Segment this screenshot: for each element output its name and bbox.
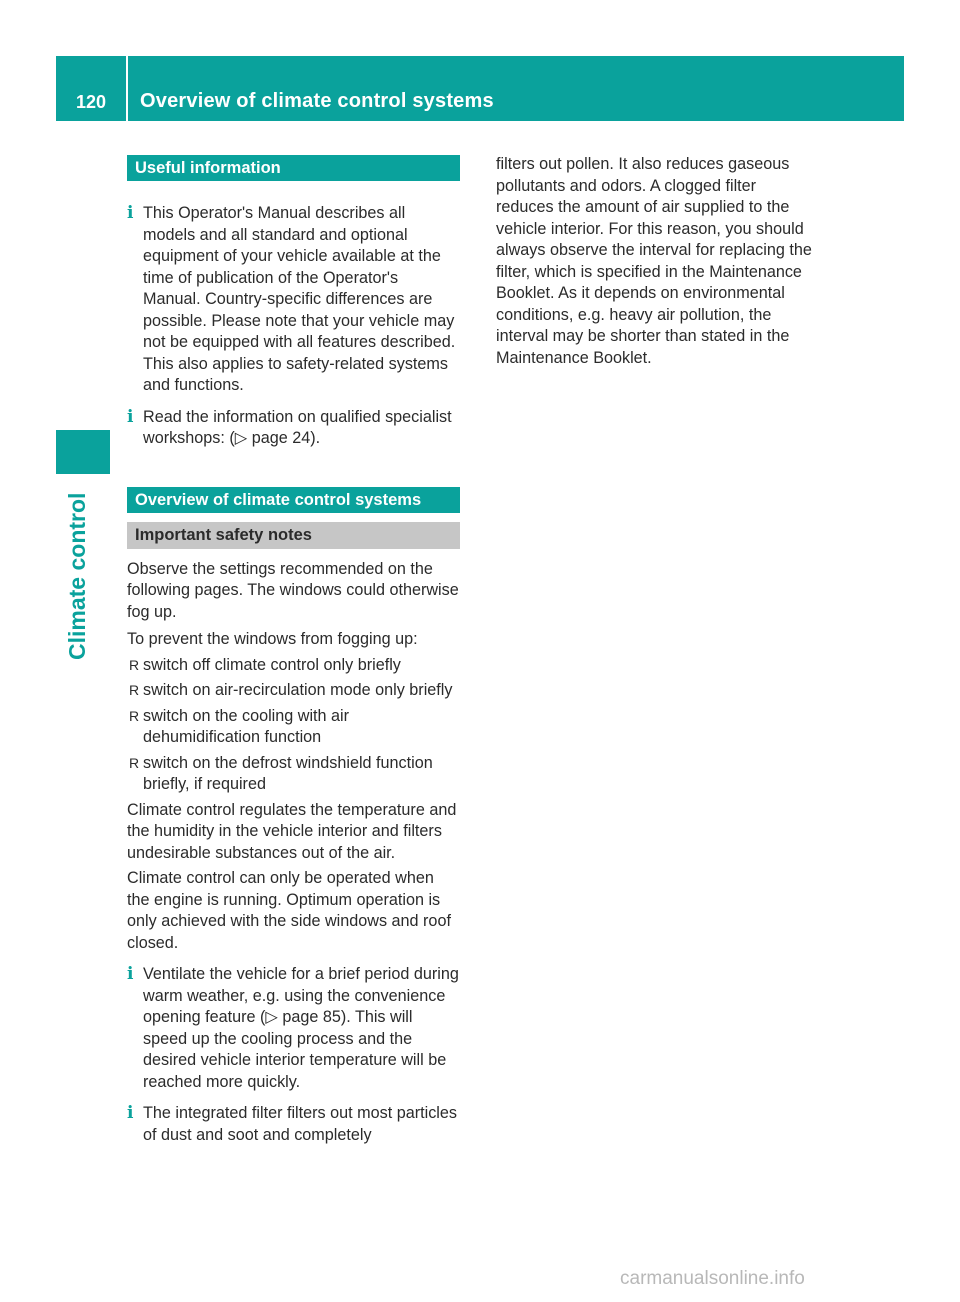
- useful-information-heading: Useful information: [127, 155, 460, 181]
- bullet-marker: R: [129, 754, 140, 771]
- info-icon: i: [127, 964, 134, 984]
- bullet-marker: R: [129, 656, 140, 673]
- list-item: [127, 680, 460, 702]
- bullet-marker: R: [129, 707, 140, 724]
- overview-heading: Overview of climate control systems: [127, 487, 460, 513]
- paragraph-filter-continued: filters out pollen. It also reduces gaseous pollutants and odors. A clogged filter reduces the amount of air supplied to the vehicle interior. For this reason, you should always observe the interval for replacing the filter, which is specified in the Maintenance Booklet. As it depends on environmental conditions, e.g. heavy air pollution, the interval may be shorter than stated in the Maintenance Booklet.: [496, 155, 812, 367]
- paragraph-prevent-fog: To prevent the windows from fogging up:: [127, 630, 418, 648]
- section-tab-marker: [56, 430, 110, 474]
- paragraph-settings: Observe the settings recommended on the following pages. The windows could otherwise fog up.: [127, 559, 459, 621]
- info-icon: i: [127, 406, 134, 427]
- page-title: Overview of climate control systems: [140, 90, 494, 112]
- info-note-text: Read the information on qualified specialist workshops: (▷ page 24).: [143, 407, 452, 447]
- info-note-text: Ventilate the vehicle for a brief period during warm weather, e.g. using the convenience opening feature (▷ page 85). This will speed up the cooling process and the desired vehicle interior temperature will be reached more quickly.: [143, 965, 459, 1091]
- left-column: [127, 155, 460, 1146]
- header-separator: [126, 56, 128, 121]
- info-note-text: This Operator's Manual describes all models and all standard and optional equipment of your vehicle available at the time of publication of the Operator's Manual. Country-specific differences are possible. Please note that your vehicle may not be equipped with all features described. This also applies to safety-related systems and functions.: [143, 204, 456, 394]
- page-number: 120: [75, 92, 107, 112]
- list-item-text: switch on air-recirculation mode only briefly: [143, 681, 453, 699]
- paragraph-regulates: Climate control regulates the temperature and the humidity in the vehicle interior and filters undesirable substances out of the air.: [127, 800, 457, 862]
- list-item: [127, 753, 460, 796]
- safety-notes-heading: Important safety notes: [127, 522, 460, 549]
- info-note-operators-manual: [127, 203, 460, 397]
- section-side-label: Climate control: [64, 492, 90, 660]
- right-column: [496, 154, 818, 369]
- list-item-text: switch on the cooling with air dehumidification function: [143, 706, 350, 746]
- info-note-workshops: [127, 407, 460, 450]
- info-icon: i: [127, 1103, 134, 1123]
- list-item: [127, 655, 460, 677]
- list-item-text: switch on the defrost windshield function briefly, if required: [143, 753, 433, 793]
- watermark: carmanualsonline.info: [620, 1268, 805, 1289]
- info-icon: i: [127, 203, 134, 223]
- info-note-filter: [127, 1103, 460, 1146]
- bullet-marker: R: [129, 682, 140, 698]
- info-note-text: The integrated filter filters out most particles of dust and soot and completely: [143, 1104, 457, 1144]
- list-item-text: switch off climate control only briefly: [143, 655, 401, 674]
- list-item: [127, 706, 460, 749]
- paragraph-engine-running: Climate control can only be operated when the engine is running. Optimum operation is only achieved with the side windows and roof closed.: [127, 869, 451, 952]
- info-note-ventilate: [127, 964, 460, 1093]
